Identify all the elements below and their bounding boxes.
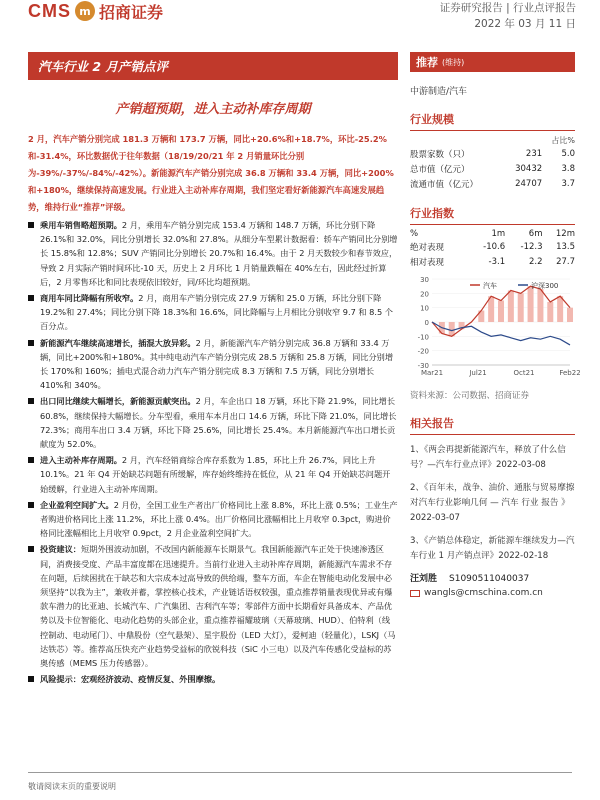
- related-list: [410, 443, 575, 564]
- index-chart: [410, 273, 581, 387]
- bullet-body: 2 月，商用车产销分别完成 27.9 万辆和 25.0 万辆，环比分别下降 19.2%和 27.4%；同比分别下降 18.3%和 16.6%，同比降幅与上月相比分别收窄 9.7 和 8.5 个百分点。: [40, 293, 393, 332]
- logo-mark-icon: m: [75, 1, 95, 21]
- x-tick-label: Mar21: [420, 369, 444, 377]
- logo: [28, 0, 163, 22]
- related-title: 相关报告: [410, 415, 575, 435]
- chart-source: 资料来源：公司数据、招商证券: [410, 391, 530, 401]
- y-tick-label: -10: [417, 333, 429, 342]
- related-item[interactable]: [410, 443, 575, 473]
- logo-cn-text: 招商证券: [99, 2, 164, 22]
- index-chart-svg: [410, 273, 581, 383]
- bullet-item: [28, 218, 398, 289]
- related-text: 3、《产销总体稳定，新能源车继续发力—汽车行业 1 月产销点评》: [410, 536, 575, 561]
- related-date: 2022-02-18: [498, 551, 549, 561]
- bullet-item: [28, 498, 398, 541]
- bullet-head: 进入主动补库存周期。: [40, 455, 122, 466]
- related-text: 2、《百年未，战争、油价、通胀与贸易摩擦对汽车行业影响几何 — 汽车 行业 报告 》: [410, 483, 575, 508]
- bullet-item: [28, 394, 398, 451]
- bullet-list: [28, 218, 398, 687]
- mail-icon: [410, 590, 420, 597]
- related-text: 1、《两会再提新能源汽车，释放了什么信号？—汽车行业点评》: [410, 445, 566, 470]
- report-type: 证券研究报告 | 行业点评报告: [439, 2, 576, 14]
- bullet-body: 2 月，新能源汽车产销分别完成 36.8 万辆和 33.4 万辆，同比+200%和+180%。其中纯电动汽车产销分别完成 28.5 万辆和 25.8 万辆，同比分别增长 170%和 160%；插电式混合动力汽车产销分别完成 8.3 万辆和 7.5 万辆，同比分别增长 410%和 340%。: [40, 337, 394, 391]
- rating-bar: [410, 52, 575, 72]
- analyst-block: [410, 572, 575, 600]
- related-date: 2022-03-07: [410, 513, 460, 523]
- index-title: 行业指数: [410, 205, 575, 225]
- related-item[interactable]: [410, 481, 575, 526]
- y-tick-label: 0: [424, 319, 429, 327]
- table-row: 股票家数（只） 231 5.0: [410, 148, 575, 160]
- table-row: 绝对表现 -10.6 -12.3 13.5: [410, 241, 575, 253]
- risk-head: 风险提示：: [40, 674, 81, 685]
- x-tick-label: Oct21: [513, 369, 535, 377]
- sidebar: [410, 52, 581, 572]
- legend-label: 汽车: [483, 282, 497, 290]
- page-header: [0, 0, 600, 40]
- section-bar: 汽车行业 2 月产销点评: [28, 52, 398, 80]
- bullet-head: 新能源汽车继续高速增长，插混大放异彩。: [40, 337, 196, 348]
- rating-label: 推荐: [416, 56, 438, 69]
- table-row: 总市值（亿元） 30432 3.8: [410, 163, 575, 175]
- x-tick-label: Jul21: [469, 369, 487, 377]
- risk-body: 宏观经济波动、疫情反复、外围摩擦。: [80, 674, 221, 685]
- bullet-item: [28, 453, 398, 496]
- logo-cms-text: CMS: [28, 0, 71, 21]
- header-meta: [440, 0, 576, 32]
- bullet-item: [28, 336, 398, 393]
- report-date: 2022 年 03 月 11 日: [474, 18, 576, 30]
- risk-note: [28, 672, 398, 686]
- table-row: 流通市值（亿元） 24707 3.7: [410, 178, 575, 190]
- y-tick-label: 10: [420, 304, 429, 313]
- y-tick-label: -20: [417, 347, 429, 356]
- bullet-body: 2 月，乘用车产销分别完成 153.4 万辆和 148.7 万辆，环比分别下降 26.1%和 32.0%，同比分别增长 32.0%和 27.8%。从细分车型累计数据看：轿车产销同比分别增长 15.8%和 12.8%；SUV 产销同比分别增长 20.7%和 16.4%。由于 2 月天数较少和春节效应，导致 2 月实际产销时间环比-10 天，历史上 2 月环比 1 月销量跌幅在 40%左右，因此经过折算后，2 月零售环比和同比表现依旧较好，同/环比均超预期。: [40, 220, 398, 287]
- bullet-head: 投资建议：: [40, 544, 81, 555]
- bullet-body: 2 月，汽车经销商综合库存系数为 1.85，环比上升 26.7%，同比上升 10.1%。21 年 Q4 开始缺芯问题有所缓解，库存始终维持在低位，从 21 年 Q4 开始缺芯问题开始缓解，行业进入主动补库周期。: [40, 455, 391, 494]
- sub-industry: 中游制造/汽车: [410, 87, 468, 97]
- related-date: 2022-03-08: [495, 460, 546, 470]
- bullet-head: 乘用车销售略超预期。: [40, 220, 122, 230]
- analyst-name: 汪刘胜: [410, 574, 438, 584]
- analyst-email[interactable]: wangls@cmschina.com.cn: [424, 588, 543, 598]
- scale-table: [410, 135, 575, 191]
- page-title: 产销超预期，进入主动补库存周期: [115, 102, 311, 117]
- perf-table: % 1m 6m 12m 绝对表现 -10.6 -12.3 13.5 相对表现 -3.1 2.2 27.7: [410, 229, 575, 268]
- bullet-head: 商用车同比降幅有所收窄。: [40, 293, 139, 304]
- y-tick-label: 20: [420, 290, 429, 299]
- bullet-item: [28, 542, 398, 670]
- bullet-head: 企业盈利空间扩大。: [40, 499, 114, 510]
- scale-pct-header: 占比%: [551, 136, 575, 145]
- table-row: 相对表现 -3.1 2.2 27.7: [410, 256, 575, 268]
- y-tick-label: 30: [420, 276, 429, 284]
- bullet-body: 2 月份，全国工业生产者出厂价格同比上涨 8.8%，环比上涨 0.5%；工业生产者购进价格同比上涨 11.2%，环比上涨 0.4%。出厂价格同比涨幅相比上月收窄 0.3pct，购进价格同比涨幅相比上月收窄 0.9pct，2 月企业盈利空间扩大。: [40, 499, 398, 539]
- related-item[interactable]: [410, 534, 575, 564]
- y-tick-label: -30: [417, 362, 429, 370]
- bullet-item: [28, 291, 398, 334]
- rating-sub: (维持): [442, 57, 465, 67]
- page-footer: 敬请阅读末页的重要说明: [28, 772, 572, 792]
- bullet-head: 出口同比继续大幅增长，新能源贡献突出。: [40, 396, 196, 407]
- bullet-body: 2 月，车企出口 18 万辆，环比下降 21.9%，同比增长 60.8%，继续保持大幅增长。分车型看，乘用车本月出口 14.6 万辆，环比下降 21.0%，同比增长 72.3%；商用车出口 3.4 万辆，环比下降 25.6%，同比增长 25.4%。本月新能源汽车出口增长贡献度为 52.0%。: [40, 396, 397, 450]
- main-column: [28, 52, 398, 689]
- scale-title: 行业规模: [410, 111, 575, 131]
- summary-paragraph: 2 月，汽车产销分别完成 181.3 万辆和 173.7 万辆，同比+20.6%和+18.7%，环比-25.2%和-31.4%，环比数据优于往年数据（18/19/20/21 年 2 月销量环比分别为-39%/-37%/-84%/-42%）。新能源汽车产销分别完成 36.8 万辆和 33.4 万辆，同比+200%和+180%，继续保持高速发展。行业进入主动补库存周期，我们坚定看好新能源汽车高速发展趋势，维持行业“推荐”评级。: [28, 134, 394, 212]
- legend-label: 沪深300: [531, 282, 559, 290]
- bullet-body: 短期外围波动加剧，不改国内新能源车长期景气。我国新能源汽车正处于快速渗透区间，消费接受度、产品丰富度都在迅速提升。当前行业进入主动补库存周期，新能源汽车需求不存在问题，后续困扰在于缺芯和大宗成本过高导致的供给端，整车方面，车企在智能电动化发展中必须坚持“以我为主”，兼收并蓄，掌控核心技术，产业链话语权较强，重点推荐销量表现优异或有爆款车潜力的比亚迪、长城汽车、广汽集团、吉利汽车等；零部件方面中长期看好具备成本、产品优势以及卡位智能化、电动化趋势的头部企业，重点推荐福耀玻璃（天幕玻璃、HUD）、伯特利（线控制动、电动尾门）、中鼎股份（空气悬架）、星宇股份（LED 大灯），爱柯迪（轻量化），LSKJ（马达铁芯）等。推荐高压快充产业趋势受益标的欣锐科技（SiC 小三电）以及汽车传感化受益标的苏奥传感（MEMS 压力传感器）。: [40, 544, 396, 669]
- analyst-id: S1090511040037: [449, 574, 530, 584]
- x-tick-label: Feb22: [559, 369, 581, 377]
